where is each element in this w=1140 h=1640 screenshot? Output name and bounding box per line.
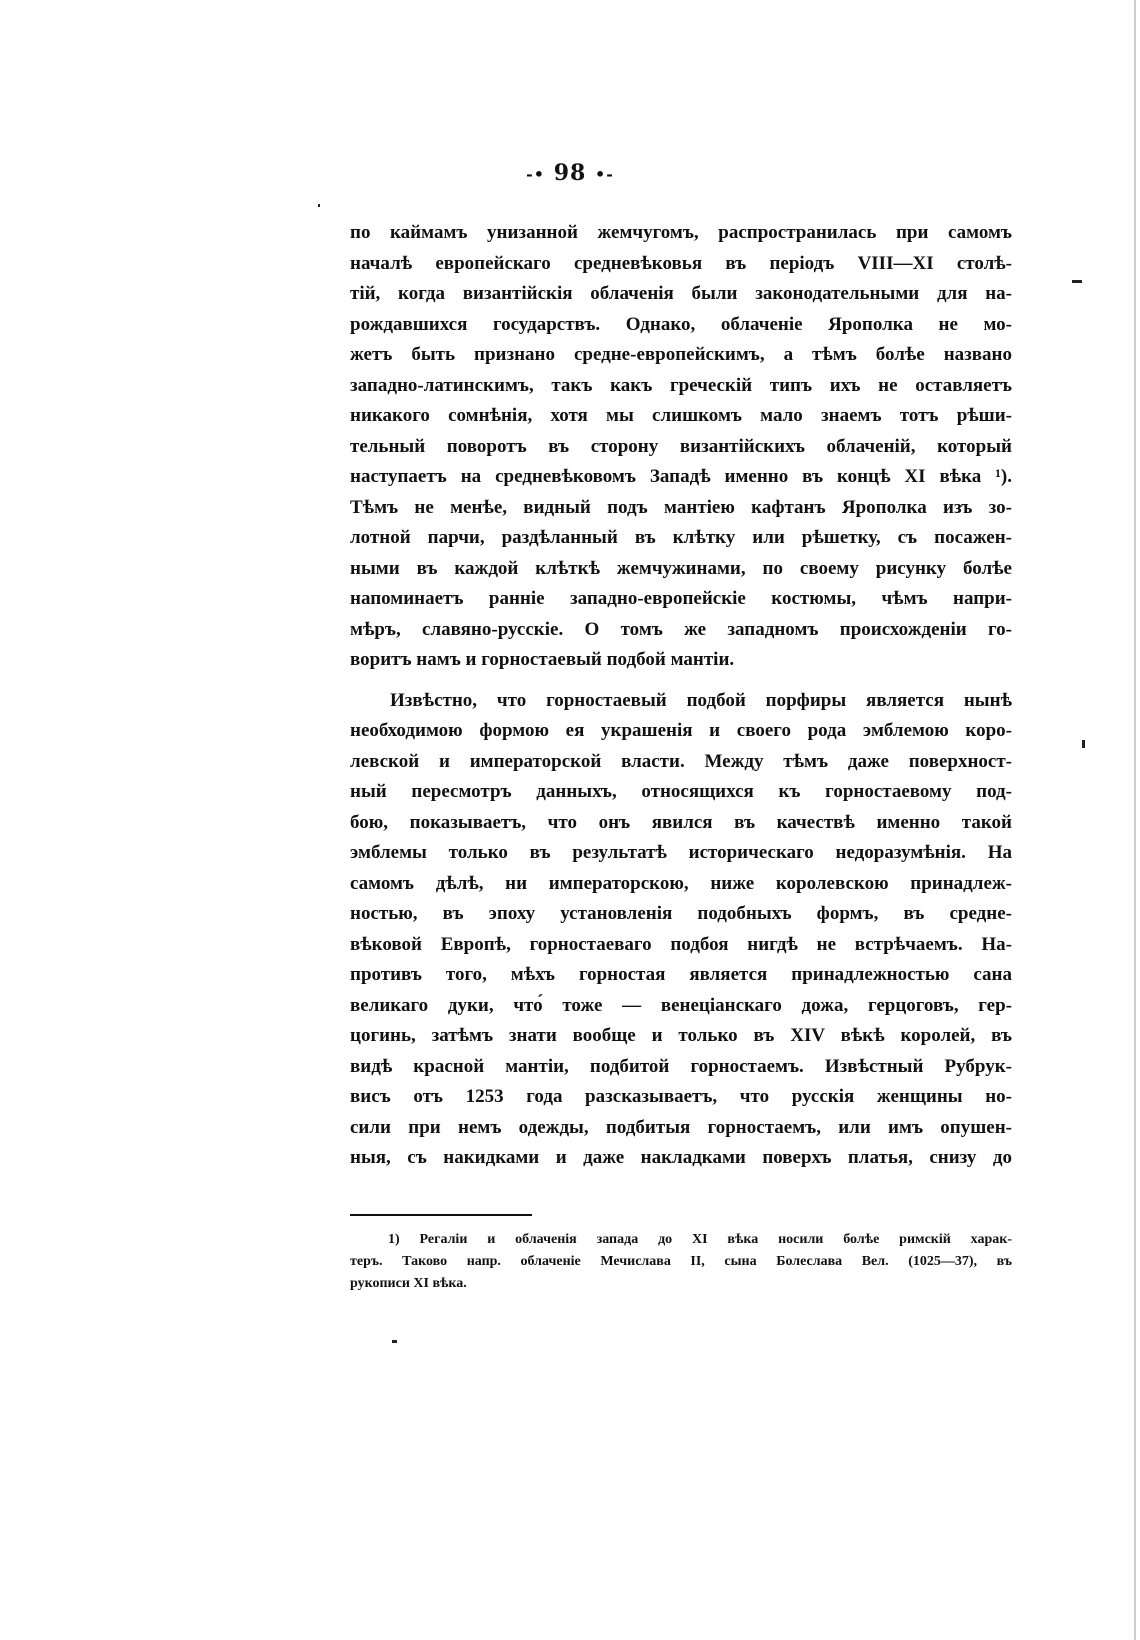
header-right-ornament: •- — [594, 164, 614, 184]
scan-speck — [318, 204, 320, 207]
footnote-rule — [350, 1214, 532, 1216]
text-line: видѣ красной мантіи, подбитой горностаемъ. Извѣстный Рубрук- — [350, 1055, 1012, 1077]
page-edge — [1134, 0, 1136, 1640]
page-header — [0, 160, 1140, 186]
text-line: ными въ каждой клѣткѣ жемчужинами, по своему рисунку болѣе — [350, 557, 1012, 579]
text-line: необходимою формою ея украшенія и своего рода эмблемою коро- — [350, 720, 1012, 741]
footnote — [350, 1229, 1012, 1295]
text-line: ный пересмотръ данныхъ, относящихся къ горностаевому под- — [350, 781, 1012, 802]
text-line: жетъ быть признано средне-европейскимъ, а тѣмъ болѣе названо — [350, 344, 1012, 365]
text-line: эмблемы только въ результатѣ историческаго недоразумѣнія. На — [350, 842, 1012, 863]
text-line: великаго дуки, что́ тоже — венеціанскаго дожа, герцоговъ, гер- — [350, 994, 1012, 1016]
text-line: бою, показываетъ, что онъ явился въ качествѣ именно такой — [350, 811, 1012, 833]
text-line: напоминаетъ ранніе западно-европейскіе костюмы, чѣмъ напри- — [350, 588, 1012, 609]
header-left-ornament: -• — [526, 164, 546, 184]
paragraph-gap — [350, 676, 1012, 686]
text-line: по каймамъ унизанной жемчугомъ, распространилась при самомъ — [350, 222, 1012, 243]
text-line: воритъ намъ и горностаевый подбой мантіи. — [350, 649, 735, 670]
text-line: никакого сомнѣнія, хотя мы слишкомъ мало знаемъ тотъ рѣши- — [350, 405, 1012, 426]
main-text — [350, 218, 1012, 1174]
text-line: самомъ дѣлѣ, ни императорскою, ниже королевскою принадлеж- — [350, 872, 1012, 894]
page-number: 98 — [553, 160, 587, 186]
text-line: тій, когда византійскія облаченія были законодательными для на- — [350, 283, 1012, 304]
footnote-line: 1) Регаліи и облаченія запада до XI вѣка носили болѣе римскій харак- — [388, 1232, 1012, 1247]
text-line: западно-латинскимъ, такъ какъ греческій типъ ихъ не оставляетъ — [350, 374, 1012, 396]
footnote-line: теръ. Таково напр. облаченіе Мечислава II, сына Болеслава Вел. (1025—37), въ — [350, 1254, 1012, 1269]
scan-speck — [392, 1340, 397, 1343]
text-line: лотной парчи, раздѣланный въ клѣтку или рѣшетку, съ посажен- — [350, 527, 1012, 548]
text-line: тельный поворотъ въ сторону византійскихъ облаченій, который — [350, 435, 1012, 457]
text-line: ныя, съ накидками и даже накладками поверхъ платья, снизу до — [350, 1147, 1012, 1168]
text-line: мѣръ, славяно-русскіе. О томъ же западномъ происхожденіи го- — [350, 618, 1012, 640]
text-line: цогинь, затѣмъ знати вообще и только въ XIV вѣкѣ королей, въ — [350, 1025, 1012, 1046]
text-line: началѣ европейскаго средневѣковья въ періодъ VIII—XI столѣ- — [350, 252, 1012, 274]
text-line: левской и императорской власти. Между тѣмъ даже поверхност- — [350, 750, 1012, 772]
text-line: сили при немъ одежды, подбитыя горностаемъ, или имъ опушен- — [350, 1116, 1012, 1138]
text-line: наступаетъ на средневѣковомъ Западѣ именно въ концѣ XI вѣка ¹). — [350, 466, 1012, 487]
text-line: ностью, въ эпоху установленія подобныхъ формъ, въ средне- — [350, 903, 1012, 924]
text-line: Тѣмъ не менѣе, видный подъ мантіею кафтанъ Ярополка изъ зо- — [350, 496, 1012, 518]
text-line: висъ отъ 1253 года разсказываетъ, что русскія женщины но- — [350, 1086, 1012, 1107]
text-line: противъ того, мѣхъ горностая является принадлежностью сана — [350, 964, 1012, 985]
scan-speck — [1082, 740, 1085, 748]
scan-speck — [1072, 280, 1082, 283]
text-line: Извѣстно, что горностаевый подбой порфиры является нынѣ — [390, 689, 1012, 711]
text-line: рождавшихся государствъ. Однако, облаченіе Ярополка не мо- — [350, 313, 1012, 335]
text-line: вѣковой Европѣ, горностаеваго подбоя нигдѣ не встрѣчаемъ. На- — [350, 933, 1012, 955]
footnote-line: рукописи XI вѣка. — [350, 1276, 467, 1291]
